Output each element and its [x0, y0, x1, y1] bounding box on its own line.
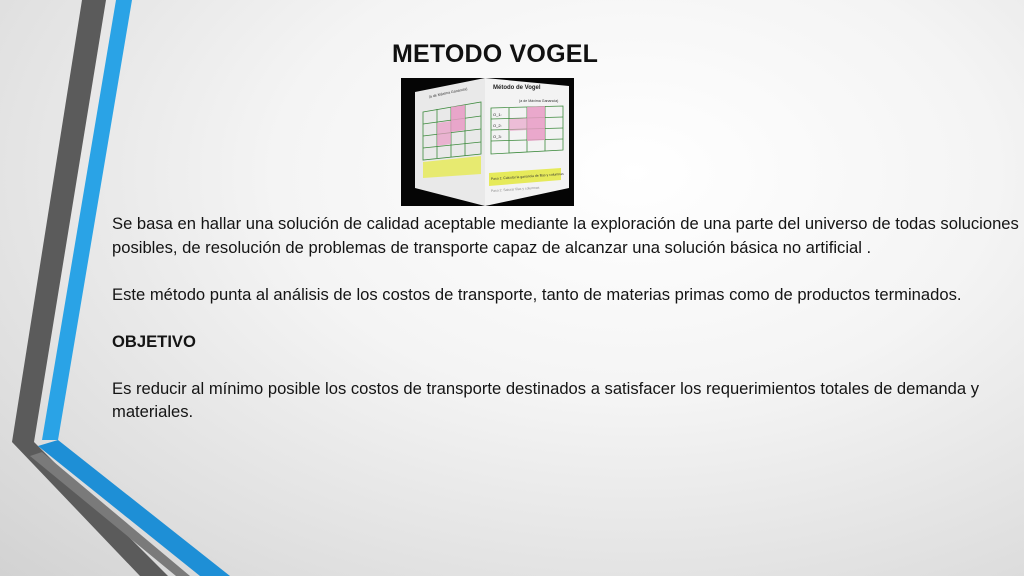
vogel-method-figure — [401, 78, 574, 206]
slide-body — [112, 212, 1024, 424]
objective-heading: OBJETIVO — [112, 331, 196, 351]
intro-paragraph: Se basa en hallar una solución de calidad aceptable mediante la exploración de una parte del universo de todas soluciones posibles, de resolución de problemas de transporte capaz de alcanzar una solución básica no artificial . — [112, 214, 1019, 257]
gray-stripe-lower-dark — [30, 452, 190, 576]
figure-left-caption: (a de Máxima Ganancia) — [428, 86, 468, 99]
figure-step-2: Paso 2: Saturar filas y columnas — [490, 185, 540, 193]
figure-step-1: Paso 1: Calcular la ganancia de filas y columnas — [490, 171, 564, 181]
figure-row-1: O_1: — [493, 112, 502, 117]
figure-row-3: O_3: — [493, 134, 502, 139]
slide-title: METODO VOGEL — [391, 40, 599, 68]
figure-right-caption: (a de Máxima Ganancia) — [519, 99, 559, 103]
figure-row-2: O_2: — [493, 123, 502, 128]
focus-paragraph: Este método punta al análisis de los costos de transporte, tanto de materias primas como de productos terminados. — [112, 284, 962, 304]
figure-title: Método de Vogel — [493, 85, 541, 91]
objective-paragraph: Es reducir al mínimo posible los costos de transporte destinados a satisfacer los requerimientos totales de demanda y materiales. — [112, 378, 980, 421]
